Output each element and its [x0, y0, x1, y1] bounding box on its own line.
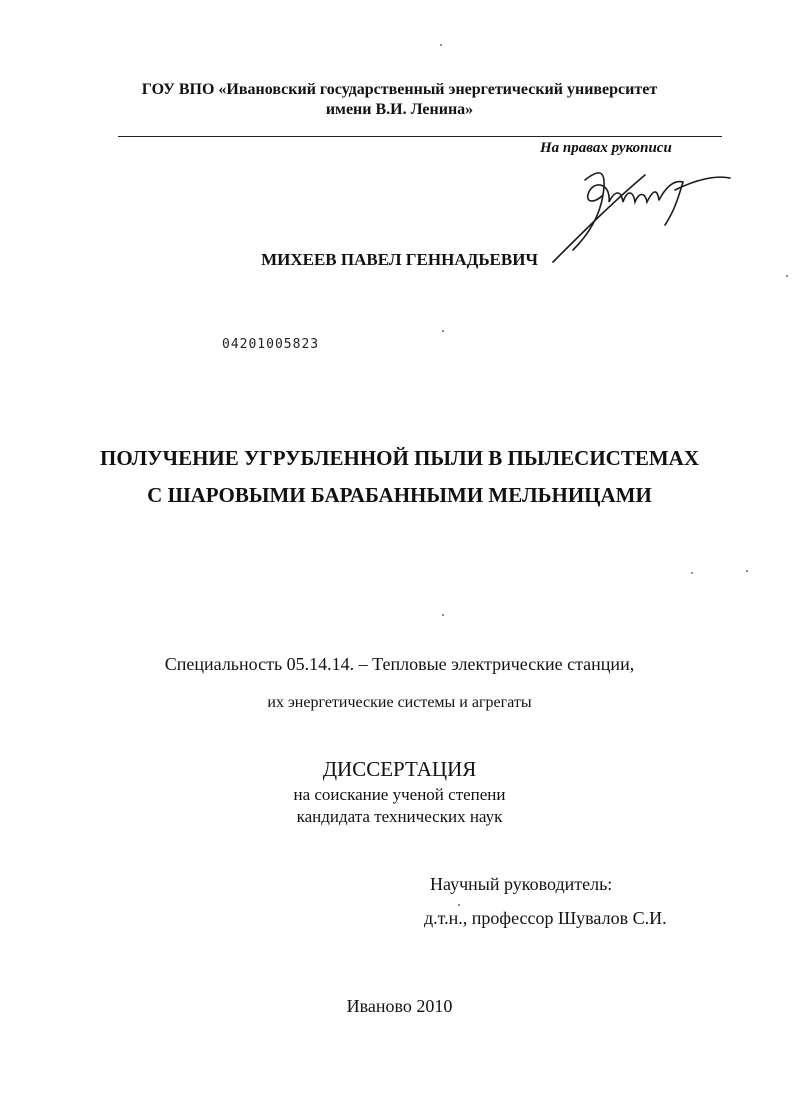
place-and-year: Иваново 2010	[346, 996, 453, 1016]
degree-line-2: кандидата технических наук	[296, 807, 503, 826]
scan-speck	[442, 614, 444, 616]
scan-speck	[442, 330, 444, 332]
supervisor-label: Научный руководитель:	[430, 874, 613, 894]
degree-line-1: на соискание ученой степени	[293, 785, 506, 804]
specialty-line-2: их энергетические системы и агрегаты	[267, 694, 532, 711]
dissertation-heading: ДИССЕРТАЦИЯ	[322, 757, 477, 781]
registration-code: 04201005823	[222, 337, 320, 352]
scan-speck	[440, 44, 442, 46]
scan-speck	[691, 572, 693, 574]
manuscript-rights: На правах рукописи	[540, 140, 672, 156]
scan-speck	[458, 904, 460, 906]
organization-line-1: ГОУ ВПО «Ивановский государственный энергетический университет	[141, 81, 658, 98]
handwritten-signature	[545, 150, 735, 265]
organization-header	[0, 80, 799, 120]
title-line-2: С ШАРОВЫМИ БАРАБАННЫМИ МЕЛЬНИЦАМИ	[147, 483, 652, 507]
specialty-line-1: Специальность 05.14.14. – Тепловые электрические станции,	[164, 654, 635, 674]
title-line-1: ПОЛУЧЕНИЕ УГРУБЛЕННОЙ ПЫЛИ В ПЫЛЕСИСТЕМАХ	[99, 446, 699, 470]
supervisor-name: д.т.н., профессор Шувалов С.И.	[424, 908, 667, 928]
organization-line-2: имени В.И. Ленина»	[325, 101, 474, 118]
scan-speck	[786, 275, 788, 277]
scan-speck	[746, 570, 748, 572]
degree-description	[0, 784, 799, 828]
dissertation-title	[0, 440, 799, 514]
author-name: МИХЕЕВ ПАВЕЛ ГЕННАДЬЕВИЧ	[261, 250, 538, 269]
header-divider	[118, 136, 722, 137]
